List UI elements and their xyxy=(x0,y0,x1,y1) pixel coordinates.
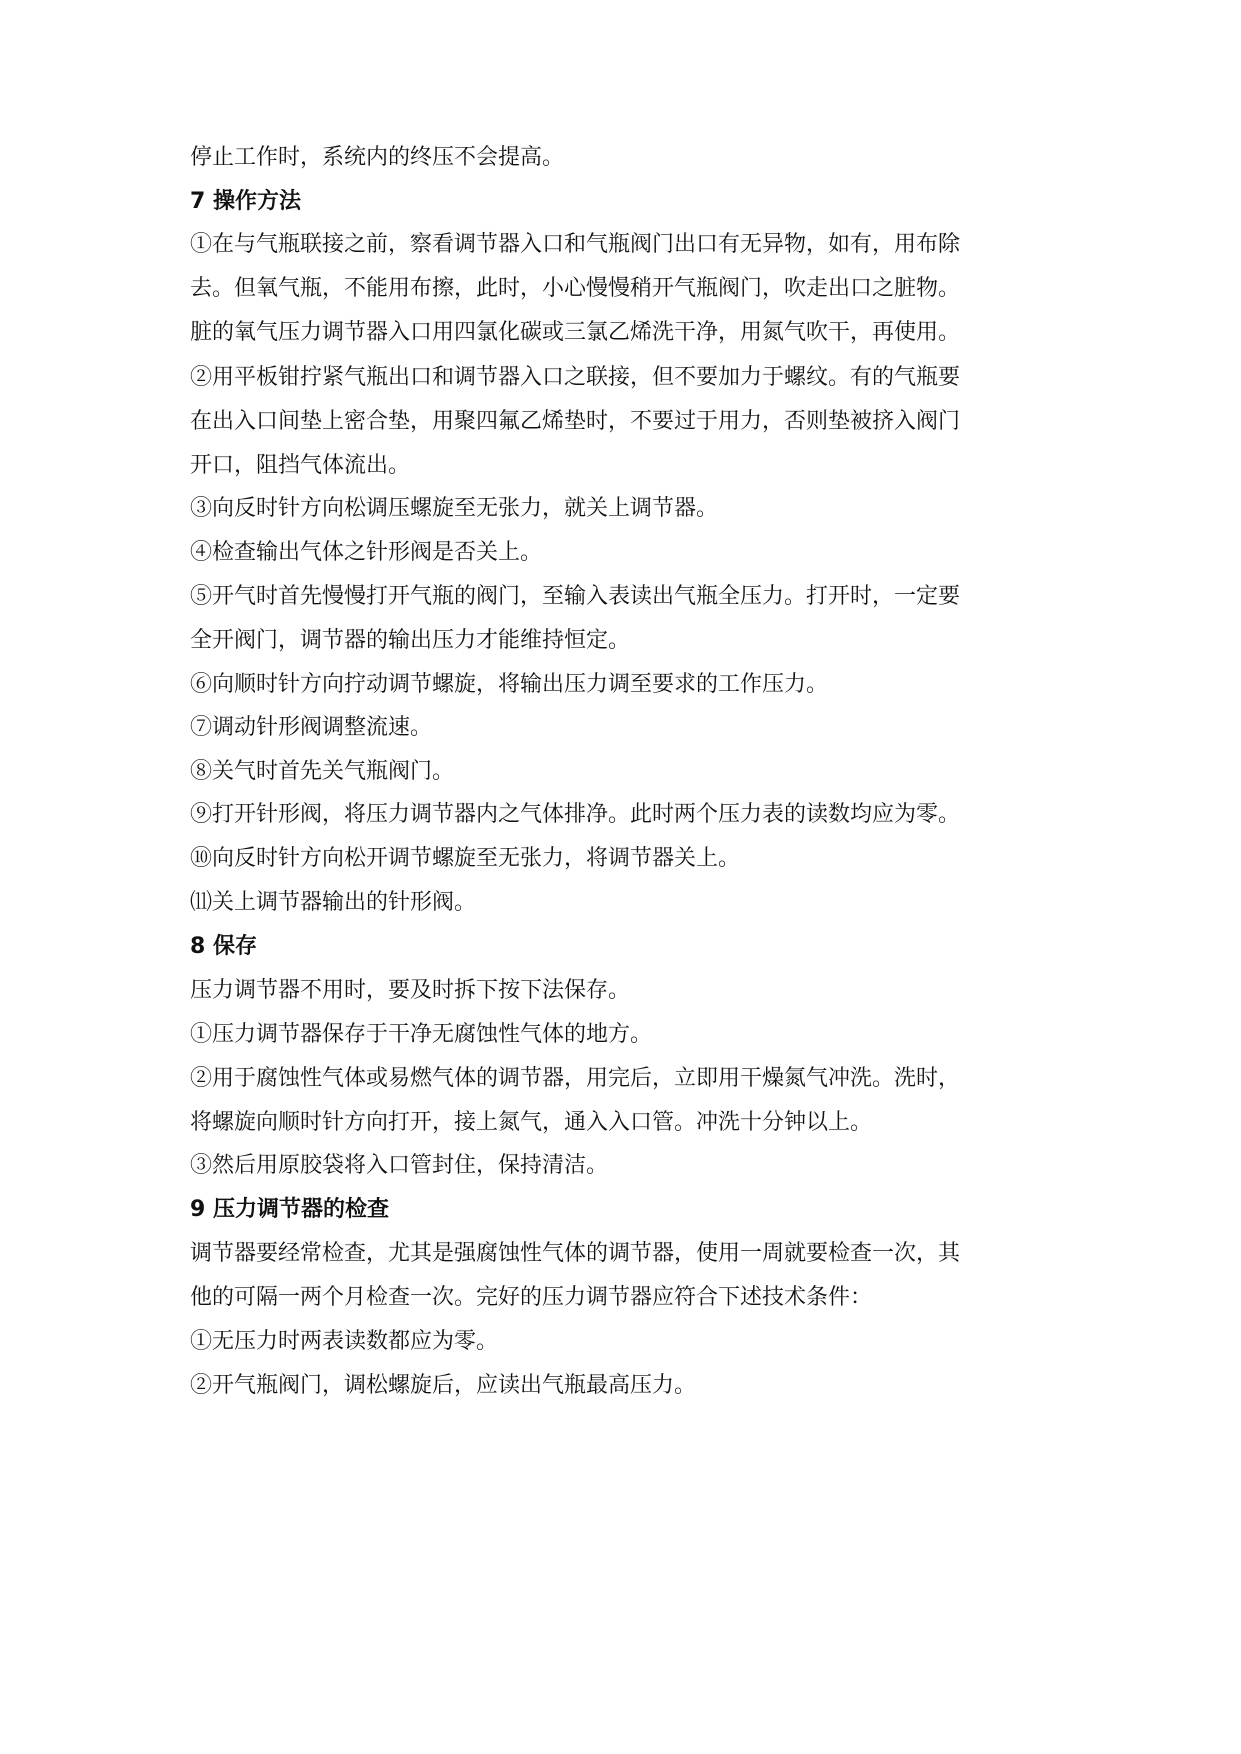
body-text-line: ⑥向顺时针方向拧动调节螺旋，将输出压力调至要求的工作压力。 xyxy=(190,672,829,697)
body-text-line: 他的可隔一两个月检查一次。完好的压力调节器应符合下述技术条件： xyxy=(190,1285,873,1310)
body-text-line: ⑧关气时首先关气瓶阀门。 xyxy=(190,759,455,784)
body-text-line: ⑦调动针形阀调整流速。 xyxy=(190,715,433,740)
body-text-line: ④检查输出气体之针形阀是否关上。 xyxy=(190,540,543,565)
body-text-line: 开口，阻挡气体流出。 xyxy=(190,453,411,478)
section-heading: 7 操作方法 xyxy=(190,189,301,214)
body-text-line: ②用于腐蚀性气体或易燃气体的调节器，用完后，立即用干燥氮气冲洗。洗时， xyxy=(190,1066,961,1091)
body-text-line: 压力调节器不用时，要及时拆下按下法保存。 xyxy=(190,978,631,1003)
body-text-line: 将螺旋向顺时针方向打开，接上氮气，通入入口管。冲洗十分钟以上。 xyxy=(190,1110,873,1135)
body-text-line: ⑾关上调节器输出的针形阀。 xyxy=(190,890,477,915)
body-text-line: ③然后用原胶袋将入口管封住，保持清洁。 xyxy=(190,1153,609,1178)
body-text-line: ⑤开气时首先慢慢打开气瓶的阀门，至输入表读出气瓶全压力。打开时，一定要 xyxy=(190,584,961,609)
body-text-line: 全开阀门，调节器的输出压力才能维持恒定。 xyxy=(190,628,631,653)
body-text-line: 调节器要经常检查，尤其是强腐蚀性气体的调节器，使用一周就要检查一次，其 xyxy=(190,1241,961,1266)
body-text-line: 在出入口间垫上密合垫，用聚四氟乙烯垫时，不要过于用力，否则垫被挤入阀门 xyxy=(190,409,961,434)
section-heading: 8 保存 xyxy=(190,934,257,959)
section-heading: 9 压力调节器的检查 xyxy=(190,1197,389,1222)
body-text-line: ①无压力时两表读数都应为零。 xyxy=(190,1329,499,1354)
body-text-line: ②用平板钳拧紧气瓶出口和调节器入口之联接，但不要加力于螺纹。有的气瓶要 xyxy=(190,365,961,390)
body-text-line: ①压力调节器保存于干净无腐蚀性气体的地方。 xyxy=(190,1022,653,1047)
body-text-line: ①在与气瓶联接之前，察看调节器入口和气瓶阀门出口有无异物，如有，用布除 xyxy=(190,232,961,257)
body-text-line: 去。但氧气瓶，不能用布擦，此时，小心慢慢稍开气瓶阀门，吹走出口之脏物。 xyxy=(190,276,961,301)
body-text-line: ③向反时针方向松调压螺旋至无张力，就关上调节器。 xyxy=(190,496,719,521)
body-text-line: ②开气瓶阀门，调松螺旋后，应读出气瓶最高压力。 xyxy=(190,1373,697,1398)
body-text-line: 停止工作时，系统内的终压不会提高。 xyxy=(190,145,565,170)
body-text-line: 脏的氧气压力调节器入口用四氯化碳或三氯乙烯洗干净，用氮气吹干，再使用。 xyxy=(190,320,961,345)
body-text-line: ⑨打开针形阀，将压力调节器内之气体排净。此时两个压力表的读数均应为零。 xyxy=(190,802,961,827)
body-text-line: ⑩向反时针方向松开调节螺旋至无张力，将调节器关上。 xyxy=(190,846,741,871)
